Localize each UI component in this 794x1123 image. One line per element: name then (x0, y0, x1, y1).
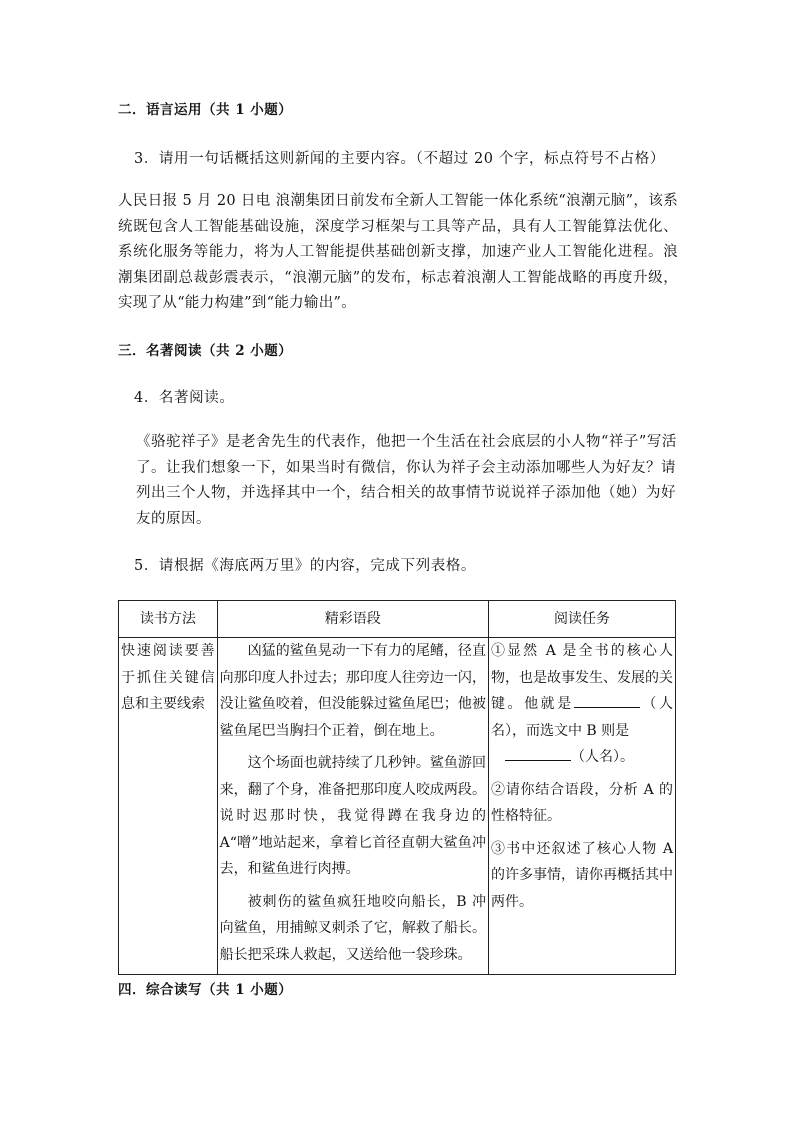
method-text: 快速阅读要善于抓住关键信息和主要线索 (121, 643, 215, 712)
table-header-row (119, 601, 676, 638)
task-1-text-b: （人名），而选文中 B 则是 (490, 696, 673, 739)
answer-blank-a[interactable] (574, 693, 640, 708)
question-3: 3．请用一句话概括这则新闻的主要内容。（不超过 20 个字，标点符号不占格） (134, 151, 665, 167)
news-paragraph: 人民日报 5 月 20 日电 浪潮集团日前发布全新人工智能一体化系统“浪潮元脑”，该系统既包含人工智能基础设施，深度学习框架与工具等产品，具有人工智能算法优化、系统化服务等能力，将为人工智能提供基础创新支撑，加速产业人工智能化进程。浪潮集团副总裁彭震表示，“浪潮元脑”的发布，标志着浪潮人工智能战略的再度升级，实现了从“能力构建”到“能力输出”。 (118, 193, 678, 311)
section-4-title: 四．综合读写（共 1 小题） (118, 982, 293, 998)
table-header: 读书方法 (119, 601, 218, 638)
table-row (119, 638, 676, 975)
section-3-title: 三．名著阅读（共 2 小题） (118, 343, 293, 359)
question-4: 4．名著阅读。 (134, 390, 235, 406)
task-1-text-c: （人名）。 (570, 749, 634, 765)
passage-paragraph-1: 凶猛的鲨鱼晃动一下有力的尾鳍，径直向那印度人扑过去；那印度人往旁边一闪，没让鲨鱼咬着，但没能躲过鲨鱼尾巴；他被鲨鱼尾巴当胸扫个正着，倒在地上。 (219, 643, 486, 739)
section-2-title: 二．语言运用（共 1 小题） (118, 102, 293, 118)
task-cell (488, 638, 675, 975)
task-1 (491, 638, 673, 771)
method-cell (119, 638, 218, 975)
passage-paragraph-2: 这个场面也就持续了几秒钟。鲨鱼游回来，翻了个身，准备把那印度人咬成两段。说时迟那时快，我觉得蹲在我身边的 A“噌”地站起来，拿着匕首径直朝大鲨鱼冲去，和鲨鱼进行肉搏。 (219, 755, 486, 877)
passage-cell (217, 638, 488, 975)
table-header: 阅读任务 (488, 601, 675, 638)
task-3: ③书中还叙述了核心人物 A 的许多事情，请你再概括其中两件。 (490, 840, 673, 910)
answer-blank-b[interactable] (505, 746, 571, 761)
reading-table (118, 600, 676, 975)
question-5: 5．请根据《海底两万里》的内容，完成下列表格。 (134, 558, 477, 574)
table-header: 精彩语段 (217, 601, 488, 638)
task-1-text-a: ①显然 A 是全书的核心人物，也是故事发生、发展的关键。他就是 (490, 643, 673, 712)
question-4-text: 《骆驼祥子》是老舍先生的代表作，他把一个生活在社会底层的小人物“祥子”写活了。让我们想象一下，如果当时有微信，你认为祥子会主动添加哪些人为好友？请列出三个人物，并选择其中一个，结合相关的故事情节说说祥子添加他（她）为好友的原因。 (136, 434, 677, 527)
passage-paragraph-3: 被刺伤的鲨鱼疯狂地咬向船长，B 冲向鲨鱼，用捕鲸叉刺杀了它，解救了船长。船长把采珠人救起，又送给他一袋珍珠。 (219, 893, 486, 963)
task-2: ②请你结合语段，分析 A 的性格特征。 (490, 781, 673, 824)
